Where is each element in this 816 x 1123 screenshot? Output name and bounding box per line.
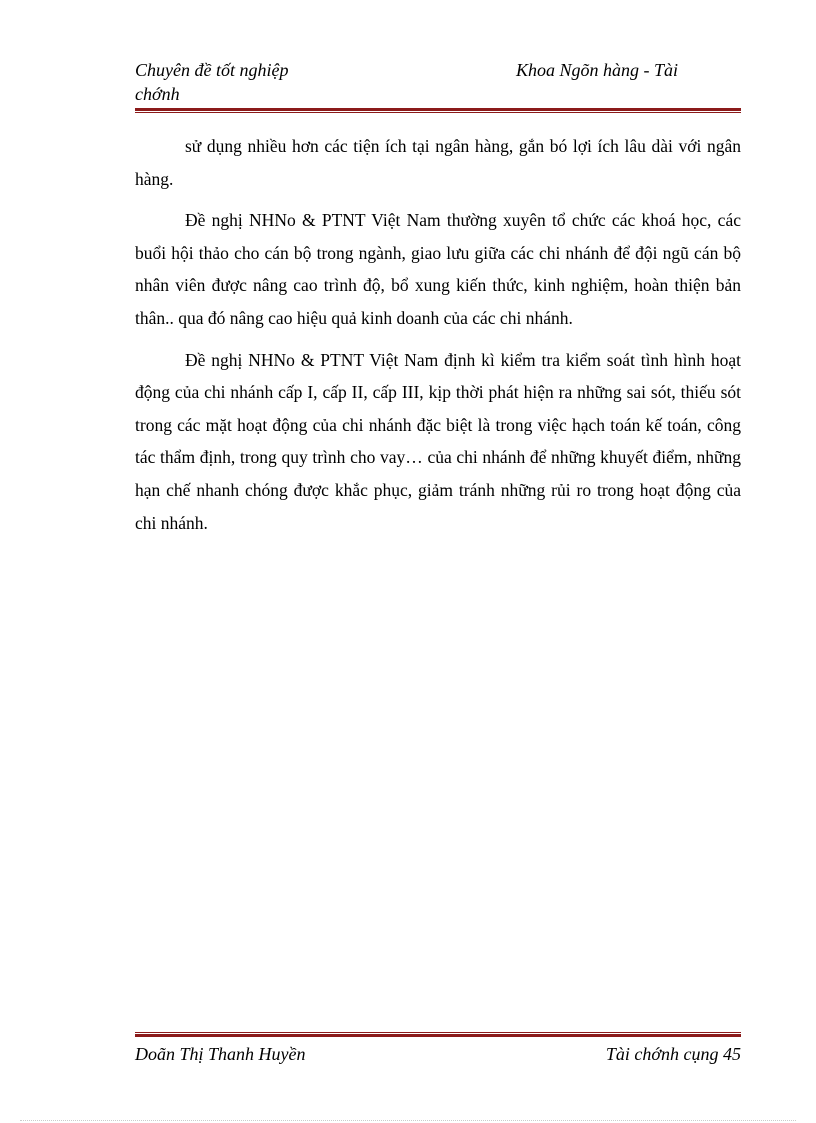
body-text — [135, 130, 741, 548]
header-faculty: Khoa Ngõn hàng - Tài — [516, 60, 679, 80]
header-thesis-title-continued: chớnh — [135, 84, 180, 104]
header-rule — [135, 108, 741, 113]
footer-rule — [135, 1032, 741, 1037]
footer-page-label: Tài chớnh cụng 45 — [605, 1044, 741, 1064]
paragraph-2: Đề nghị NHNo & PTNT Việt Nam thường xuyên tổ chức các khoá học, các buổi hội thảo cho cán bộ trong ngành, giao lưu giữa các chi nhánh để đội ngũ cán bộ nhân viên được nâng cao trình độ, bổ xung kiến thức, kinh nghiệm, hoàn thiện bản thân.. qua đó nâng cao hiệu quả kinh doanh của các chi nhánh. — [135, 210, 741, 328]
paragraph-1: sử dụng nhiều hơn các tiện ích tại ngân hàng, gắn bó lợi ích lâu dài với ngân hàng. — [135, 136, 741, 189]
page-bottom-border — [20, 1120, 796, 1121]
footer-author: Doãn Thị Thanh Huyền — [135, 1044, 306, 1064]
paragraph-3: Đề nghị NHNo & PTNT Việt Nam định kì kiểm tra kiểm soát tình hình hoạt động của chi nhánh cấp I, cấp II, cấp III, kịp thời phát hiện ra những sai sót, thiếu sót trong các mặt hoạt động của chi nhánh đặc biệt là trong việc hạch toán kế toán, công tác thẩm định, trong quy trình cho vay… của chi nhánh để những khuyết điểm, những hạn chế nhanh chóng được khắc phục, giảm tránh những rủi ro trong hoạt động của chi nhánh. — [135, 349, 741, 533]
header-rule-thin — [135, 112, 741, 113]
header-thesis-title: Chuyên đề tốt nghiệp — [135, 60, 289, 80]
footer-rule-thick — [135, 1034, 741, 1037]
header-left — [135, 58, 515, 106]
